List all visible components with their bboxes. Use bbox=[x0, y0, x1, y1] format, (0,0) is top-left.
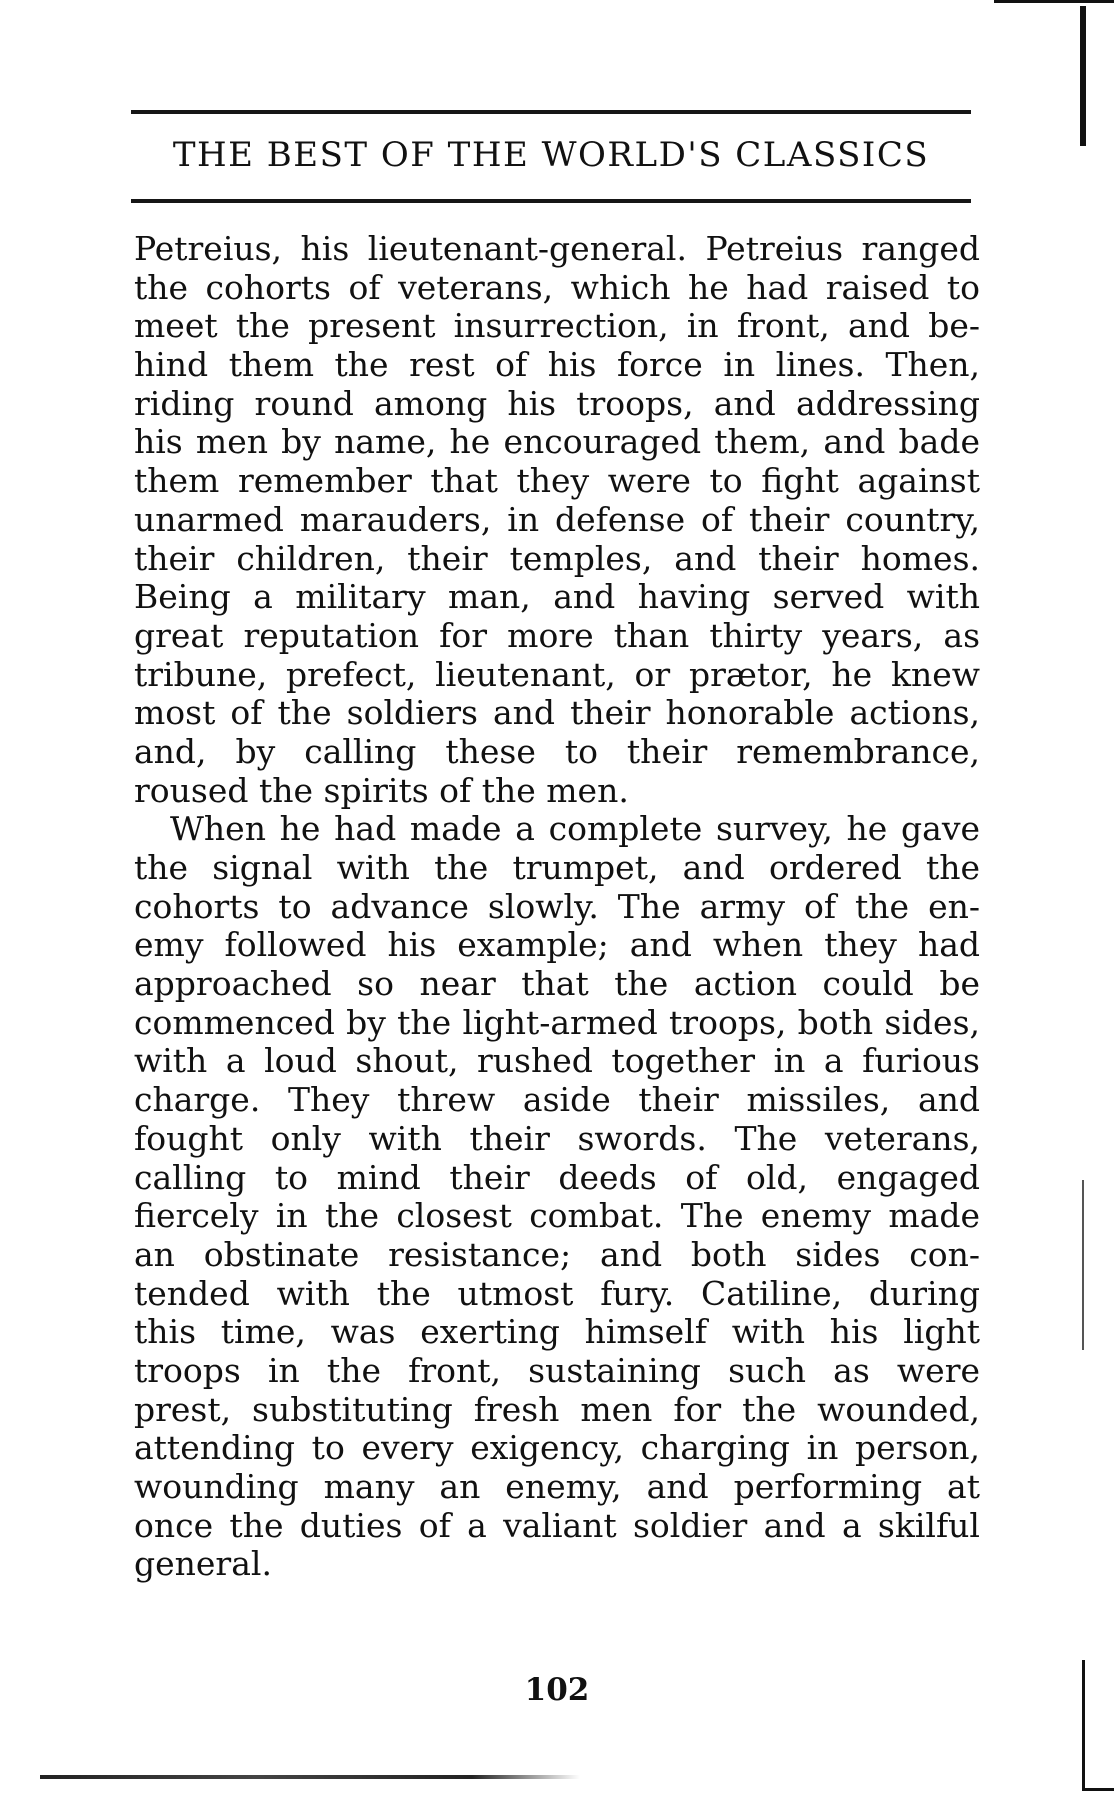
text-line: great reputation for more than thirty years, as bbox=[134, 615, 980, 655]
text-line: troops in the front, sustaining such as were bbox=[134, 1350, 980, 1390]
text-line: Being a military man, and having served with bbox=[134, 577, 980, 617]
text-line: calling to mind their deeds of old, engaged bbox=[134, 1157, 980, 1197]
text-line: Petreius, his lieutenant-general. Petreius ranged bbox=[134, 229, 980, 268]
text-line: wounding many an enemy, and performing at bbox=[134, 1467, 980, 1506]
text-line: cohorts to advance slowly. The army of the en- bbox=[134, 886, 980, 926]
text-line: approached so near that the action could be bbox=[134, 964, 980, 1004]
text-line: charge. They threw aside their missiles, and bbox=[134, 1080, 980, 1120]
text-line: fought only with their swords. The veterans, bbox=[134, 1118, 980, 1158]
running-head: THE BEST OF THE WORLD'S CLASSICS bbox=[172, 135, 930, 175]
text-line: this time, was exerting himself with his light bbox=[134, 1312, 980, 1352]
text-line: commenced by the light-armed troops, both sides, bbox=[134, 1002, 980, 1042]
text-line: tended with the utmost fury. Catiline, during bbox=[134, 1273, 980, 1313]
text-line: general. bbox=[134, 1544, 272, 1584]
text-line: and, by calling these to their remembrance, bbox=[134, 731, 980, 771]
text-line: an obstinate resistance; and both sides con- bbox=[134, 1234, 980, 1274]
text-line: fiercely in the closest combat. The enemy made bbox=[134, 1196, 980, 1236]
text-line: them remember that they were to fight against bbox=[134, 461, 980, 501]
text-line: riding round among his troops, and addressing bbox=[134, 383, 980, 423]
page-edge-top bbox=[994, 0, 1114, 13]
text-line: once the duties of a valiant soldier and a skilful bbox=[134, 1505, 980, 1545]
text-line: most of the soldiers and their honorable actions, bbox=[134, 693, 980, 733]
text-line: tribune, prefect, lieutenant, or prætor, he knew bbox=[134, 654, 980, 694]
page-edge-bottom-right bbox=[1082, 1788, 1114, 1791]
text-line: his men by name, he encouraged them, and bade bbox=[134, 422, 980, 462]
text-line: emy followed his example; and when they had bbox=[134, 925, 980, 965]
text-line: prest, substituting fresh men for the wounded, bbox=[134, 1389, 980, 1429]
page-number: 102 bbox=[524, 1672, 590, 1708]
text-line: When he had made a complete survey, he gave bbox=[170, 809, 980, 849]
page-edge-bottom bbox=[40, 1775, 580, 1779]
text-line: hind them the rest of his force in lines. Then, bbox=[134, 345, 980, 385]
text-line: unarmed marauders, in defense of their country, bbox=[134, 499, 980, 539]
text-line: their children, their temples, and their homes. bbox=[134, 538, 980, 578]
text-line: the signal with the trumpet, and ordered the bbox=[134, 848, 980, 887]
text-line: attending to every exigency, charging in person, bbox=[134, 1428, 980, 1468]
text-line: roused the spirits of the men. bbox=[134, 770, 629, 810]
body-text bbox=[134, 230, 980, 1584]
page-edge-right-mid bbox=[1082, 1180, 1084, 1350]
text-line: meet the present insurrection, in front, and be- bbox=[134, 306, 980, 346]
header-rule-bottom bbox=[131, 199, 971, 203]
text-line: with a loud shout, rushed together in a furious bbox=[134, 1041, 980, 1081]
header-rule-top bbox=[131, 110, 971, 114]
text-line: the cohorts of veterans, which he had raised to bbox=[134, 267, 980, 307]
page-edge-right-top bbox=[1080, 6, 1086, 146]
